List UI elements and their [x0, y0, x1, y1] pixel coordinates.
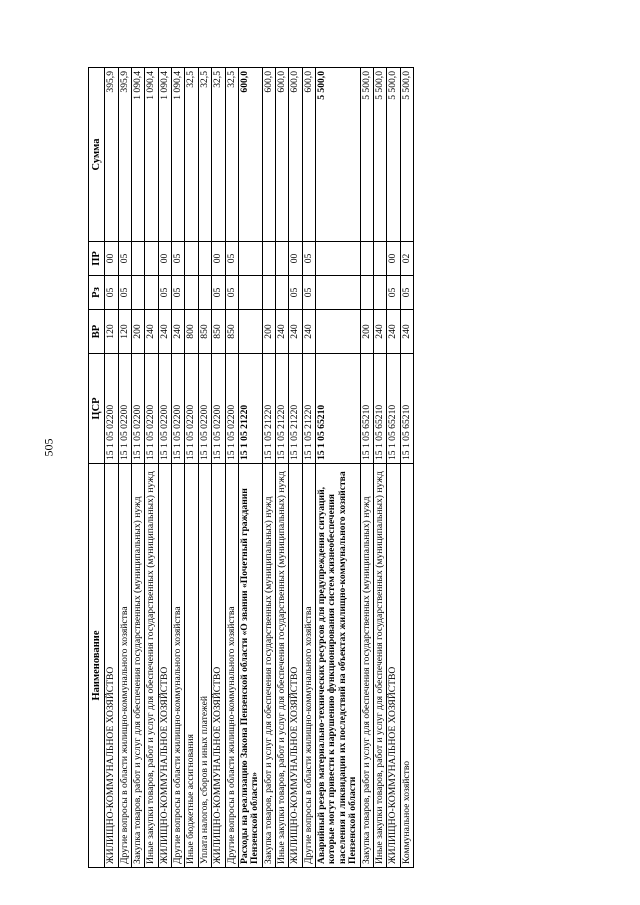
- cell-sum: 395,9: [105, 68, 118, 242]
- cell-sum: 600,0: [289, 68, 302, 242]
- cell-sum: 32,5: [225, 68, 238, 242]
- cell-csr: 15 1 05 21220: [262, 354, 275, 464]
- cell-name: Другие вопросы в области жилищно-коммунального хозяйства: [225, 464, 238, 868]
- cell-pr: 00: [105, 242, 118, 276]
- cell-name: Уплата налогов, сборов и иных платежей: [198, 464, 211, 868]
- table-row: [360, 68, 373, 868]
- cell-name: ЖИЛИЩНО-КОММУНАЛЬНОЕ ХОЗЯЙСТВО: [387, 464, 400, 868]
- table-row: [158, 68, 171, 868]
- cell-pr: 05: [118, 242, 131, 276]
- header-vr: ВР: [89, 310, 105, 354]
- cell-pr: 05: [302, 242, 315, 276]
- cell-csr: 15 1 05 02200: [158, 354, 171, 464]
- table-row: [373, 68, 386, 868]
- cell-rz: 05: [172, 276, 185, 310]
- cell-sum: 395,9: [118, 68, 131, 242]
- cell-name: Расходы на реализацию Закона Пензенской области «О звании «Почетный гражданин Пензенской области»: [238, 464, 262, 868]
- cell-sum: 600,0: [302, 68, 315, 242]
- cell-csr: 15 1 05 65210: [387, 354, 400, 464]
- cell-vr: 200: [360, 310, 373, 354]
- table-row: [198, 68, 211, 868]
- cell-name: ЖИЛИЩНО-КОММУНАЛЬНОЕ ХОЗЯЙСТВО: [289, 464, 302, 868]
- table-row: [132, 68, 145, 868]
- cell-name: Иные закупки товаров, работ и услуг для обеспечения государственных (муниципальных) нужд: [276, 464, 289, 868]
- cell-vr: 850: [225, 310, 238, 354]
- cell-vr: 240: [158, 310, 171, 354]
- cell-rz: [132, 276, 145, 310]
- header-rz: Рз: [89, 276, 105, 310]
- table-row: [225, 68, 238, 868]
- table-body: [105, 68, 414, 868]
- cell-vr: 800: [185, 310, 198, 354]
- table-row: [276, 68, 289, 868]
- cell-rz: 05: [387, 276, 400, 310]
- cell-sum: 32,5: [185, 68, 198, 242]
- cell-rz: 05: [400, 276, 413, 310]
- cell-name: Закупка товаров, работ и услуг для обеспечения государственных (муниципальных) нужд: [132, 464, 145, 868]
- cell-vr: [316, 310, 360, 354]
- cell-name: Закупка товаров, работ и услуг для обеспечения государственных (муниципальных) нужд: [262, 464, 275, 868]
- cell-csr: 15 1 05 02200: [118, 354, 131, 464]
- cell-sum: 32,5: [212, 68, 225, 242]
- cell-sum: 600,0: [276, 68, 289, 242]
- table-row: [145, 68, 158, 868]
- cell-rz: 05: [105, 276, 118, 310]
- header-sum: Сумма: [89, 68, 105, 242]
- cell-pr: [185, 242, 198, 276]
- cell-vr: 240: [387, 310, 400, 354]
- cell-name: Другие вопросы в области жилищно-коммунального хозяйства: [302, 464, 315, 868]
- table-row: [302, 68, 315, 868]
- table-row: [172, 68, 185, 868]
- cell-rz: 05: [302, 276, 315, 310]
- cell-pr: 05: [172, 242, 185, 276]
- cell-sum: 32,5: [198, 68, 211, 242]
- cell-csr: 15 1 05 21220: [289, 354, 302, 464]
- cell-pr: [132, 242, 145, 276]
- table-row: [400, 68, 413, 868]
- cell-rz: 05: [212, 276, 225, 310]
- cell-vr: 240: [289, 310, 302, 354]
- cell-name: Иные закупки товаров, работ и услуг для обеспечения государственных (муниципальных) нужд: [145, 464, 158, 868]
- cell-sum: 5 500,0: [400, 68, 413, 242]
- cell-sum: 600,0: [238, 68, 262, 242]
- cell-rz: 05: [158, 276, 171, 310]
- cell-pr: 00: [387, 242, 400, 276]
- cell-csr: 15 1 05 02200: [185, 354, 198, 464]
- cell-vr: 240: [302, 310, 315, 354]
- cell-vr: 240: [145, 310, 158, 354]
- cell-rz: 05: [225, 276, 238, 310]
- cell-vr: 850: [212, 310, 225, 354]
- table-row: [118, 68, 131, 868]
- cell-csr: 15 1 05 21220: [302, 354, 315, 464]
- cell-sum: 1 090,4: [132, 68, 145, 242]
- cell-rz: [276, 276, 289, 310]
- cell-csr: 15 1 05 65210: [373, 354, 386, 464]
- cell-csr: 15 1 05 02200: [105, 354, 118, 464]
- cell-sum: 5 500,0: [316, 68, 360, 242]
- cell-csr: 15 1 05 21220: [238, 354, 262, 464]
- cell-pr: [145, 242, 158, 276]
- cell-name: ЖИЛИЩНО-КОММУНАЛЬНОЕ ХОЗЯЙСТВО: [105, 464, 118, 868]
- cell-vr: 200: [132, 310, 145, 354]
- cell-csr: 15 1 05 65210: [400, 354, 413, 464]
- cell-pr: 00: [289, 242, 302, 276]
- cell-csr: 15 1 05 02200: [132, 354, 145, 464]
- cell-csr: 15 1 05 02200: [198, 354, 211, 464]
- header-pr: ПР: [89, 242, 105, 276]
- cell-csr: 15 1 05 65210: [316, 354, 360, 464]
- cell-pr: [360, 242, 373, 276]
- cell-vr: 240: [373, 310, 386, 354]
- cell-rz: 05: [289, 276, 302, 310]
- cell-sum: 5 500,0: [360, 68, 373, 242]
- cell-pr: [198, 242, 211, 276]
- cell-name: ЖИЛИЩНО-КОММУНАЛЬНОЕ ХОЗЯЙСТВО: [158, 464, 171, 868]
- table-row: [289, 68, 302, 868]
- table-row: [185, 68, 198, 868]
- cell-rz: [316, 276, 360, 310]
- cell-csr: 15 1 05 02200: [212, 354, 225, 464]
- cell-rz: [185, 276, 198, 310]
- cell-pr: 02: [400, 242, 413, 276]
- cell-sum: 1 090,4: [172, 68, 185, 242]
- header-name: Наименование: [89, 464, 105, 868]
- cell-pr: 00: [212, 242, 225, 276]
- cell-rz: 05: [118, 276, 131, 310]
- table-row: [238, 68, 262, 868]
- cell-sum: 1 090,4: [158, 68, 171, 242]
- cell-pr: [262, 242, 275, 276]
- cell-pr: 00: [158, 242, 171, 276]
- cell-pr: 05: [225, 242, 238, 276]
- cell-csr: 15 1 05 02200: [172, 354, 185, 464]
- cell-name: Другие вопросы в области жилищно-коммунального хозяйства: [118, 464, 131, 868]
- cell-name: Аварийный резерв материально-технических ресурсов для предупреждения ситуаций, которые могут привести к нарушению функционирования систем жизнеобеспечения населения и ликвидации их последствий на объектах жилищно-коммунального хозяйства Пензенской области: [316, 464, 360, 868]
- cell-csr: 15 1 05 65210: [360, 354, 373, 464]
- cell-pr: [316, 242, 360, 276]
- cell-vr: 240: [276, 310, 289, 354]
- cell-rz: [262, 276, 275, 310]
- page-number: 505: [41, 438, 56, 457]
- cell-rz: [373, 276, 386, 310]
- table-header-row: [89, 68, 105, 868]
- cell-vr: 240: [400, 310, 413, 354]
- cell-rz: [238, 276, 262, 310]
- cell-csr: 15 1 05 02200: [145, 354, 158, 464]
- cell-vr: 120: [105, 310, 118, 354]
- rotated-table-wrapper: [88, 68, 414, 868]
- cell-sum: 1 090,4: [145, 68, 158, 242]
- cell-vr: 850: [198, 310, 211, 354]
- table-row: [387, 68, 400, 868]
- table-row: [212, 68, 225, 868]
- cell-name: Другие вопросы в области жилищно-коммунального хозяйства: [172, 464, 185, 868]
- cell-name: ЖИЛИЩНО-КОММУНАЛЬНОЕ ХОЗЯЙСТВО: [212, 464, 225, 868]
- cell-vr: 200: [262, 310, 275, 354]
- cell-rz: [145, 276, 158, 310]
- table-row: [105, 68, 118, 868]
- cell-name: Коммунальное хозяйство: [400, 464, 413, 868]
- cell-csr: 15 1 05 21220: [276, 354, 289, 464]
- budget-table: [88, 67, 414, 868]
- table-row: [262, 68, 275, 868]
- cell-vr: 120: [118, 310, 131, 354]
- cell-rz: [360, 276, 373, 310]
- cell-csr: 15 1 05 02200: [225, 354, 238, 464]
- cell-pr: [276, 242, 289, 276]
- cell-pr: [238, 242, 262, 276]
- header-csr: ЦСР: [89, 354, 105, 464]
- table-row: [316, 68, 360, 868]
- cell-name: Иные закупки товаров, работ и услуг для обеспечения государственных (муниципальных) нужд: [373, 464, 386, 868]
- cell-vr: 240: [172, 310, 185, 354]
- cell-sum: 5 500,0: [373, 68, 386, 242]
- cell-sum: 600,0: [262, 68, 275, 242]
- cell-rz: [198, 276, 211, 310]
- cell-name: Закупка товаров, работ и услуг для обеспечения государственных (муниципальных) нужд: [360, 464, 373, 868]
- cell-pr: [373, 242, 386, 276]
- cell-vr: [238, 310, 262, 354]
- cell-name: Иные бюджетные ассигнования: [185, 464, 198, 868]
- cell-sum: 5 500,0: [387, 68, 400, 242]
